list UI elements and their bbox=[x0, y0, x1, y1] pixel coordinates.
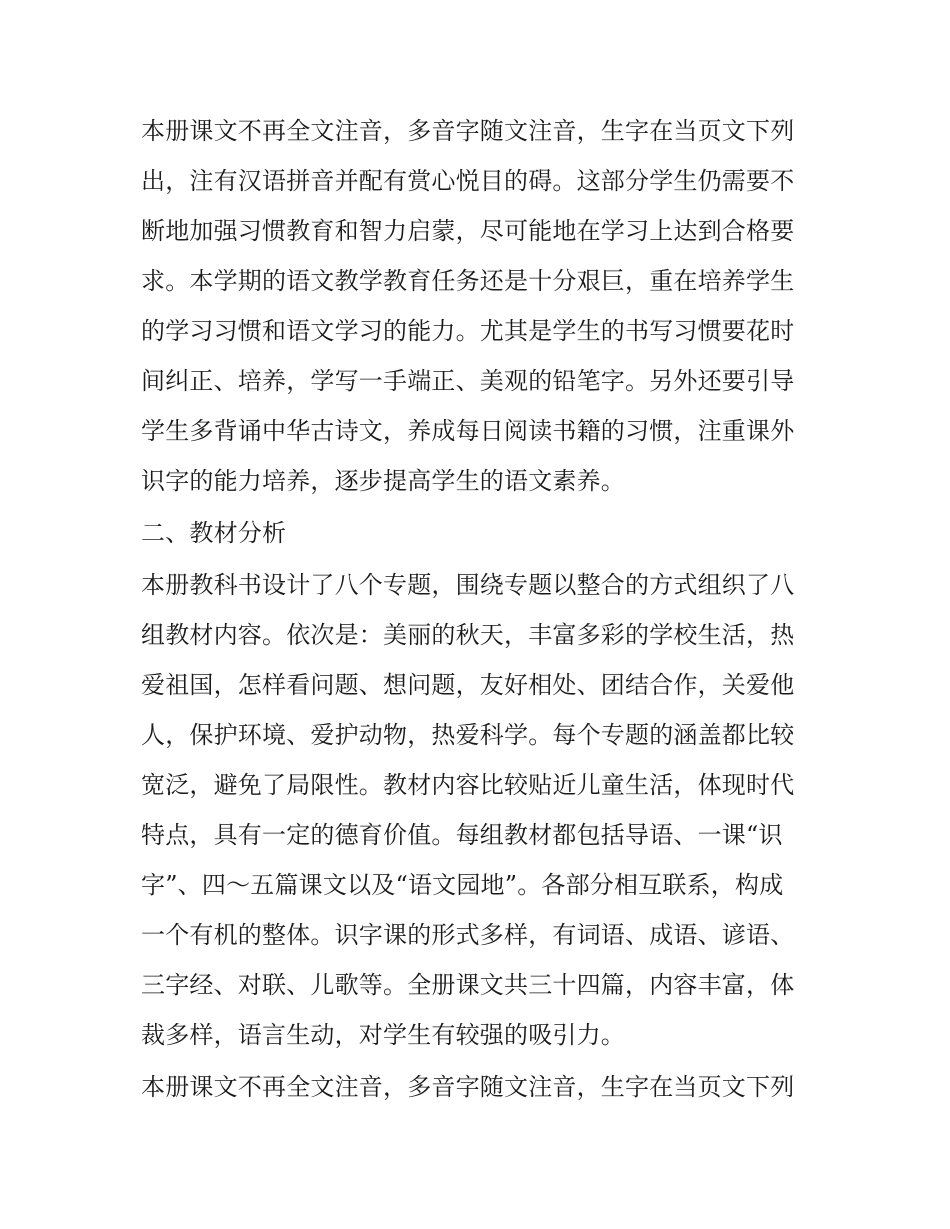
text-line: 间纠正、培养，学写一手端正、美观的铅笔字。另外还要引导 bbox=[141, 367, 795, 395]
paragraph-repeat bbox=[141, 1062, 811, 1112]
text-line: 出，注有汉语拼音并配有赏心悦目的碍。这部分学生仍需要不 bbox=[141, 167, 795, 195]
text-line: 组教材内容。依次是：美丽的秋天，丰富多彩的学校生活，热 bbox=[141, 621, 795, 649]
text-line: 裁多样，语言生动，对学生有较强的吸引力。 bbox=[141, 1021, 625, 1049]
text-line: 人，保护环境、爱护动物，热爱科学。每个专题的涵盖都比较 bbox=[141, 721, 795, 749]
text-line: 学生多背诵中华古诗文，养成每日阅读书籍的习惯，注重课外 bbox=[141, 417, 795, 445]
paragraph-intro bbox=[141, 106, 811, 506]
text-column bbox=[141, 106, 811, 1112]
text-line: 三字经、对联、儿歌等。全册课文共三十四篇，内容丰富，体 bbox=[141, 971, 795, 999]
text-line: 字”、四～五篇课文以及“语文园地”。各部分相互联系，构成 bbox=[141, 871, 784, 899]
text-line: 本册教科书设计了八个专题，围绕专题以整合的方式组织了八 bbox=[141, 571, 795, 599]
text-line: 识字的能力培养，逐步提高学生的语文素养。 bbox=[141, 467, 625, 495]
text-line: 本册课文不再全文注音，多音字随文注音，生字在当页文下列 bbox=[141, 117, 795, 145]
text-line: 断地加强习惯教育和智力启蒙，尽可能地在学习上达到合格要 bbox=[141, 217, 795, 245]
text-line: 宽泛，避免了局限性。教材内容比较贴近儿童生活，体现时代 bbox=[141, 771, 795, 799]
text-line: 本册课文不再全文注音，多音字随文注音，生字在当页文下列 bbox=[141, 1073, 795, 1101]
text-line: 爱祖国，怎样看问题、想问题，友好相处、团结合作，关爱他 bbox=[141, 671, 795, 699]
text-line: 的学习习惯和语文学习的能力。尤其是学生的书写习惯要花时 bbox=[141, 317, 795, 345]
section-heading-text: 二、教材分析 bbox=[141, 519, 287, 547]
paragraph-textbook-analysis bbox=[141, 560, 811, 1060]
text-line: 一个有机的整体。识字课的形式多样，有词语、成语、谚语、 bbox=[141, 921, 795, 949]
section-heading bbox=[141, 508, 811, 558]
text-line: 特点，具有一定的德育价值。每组教材都包括导语、一课“识 bbox=[141, 821, 783, 849]
text-line: 求。本学期的语文教学教育任务还是十分艰巨，重在培养学生 bbox=[141, 267, 795, 295]
